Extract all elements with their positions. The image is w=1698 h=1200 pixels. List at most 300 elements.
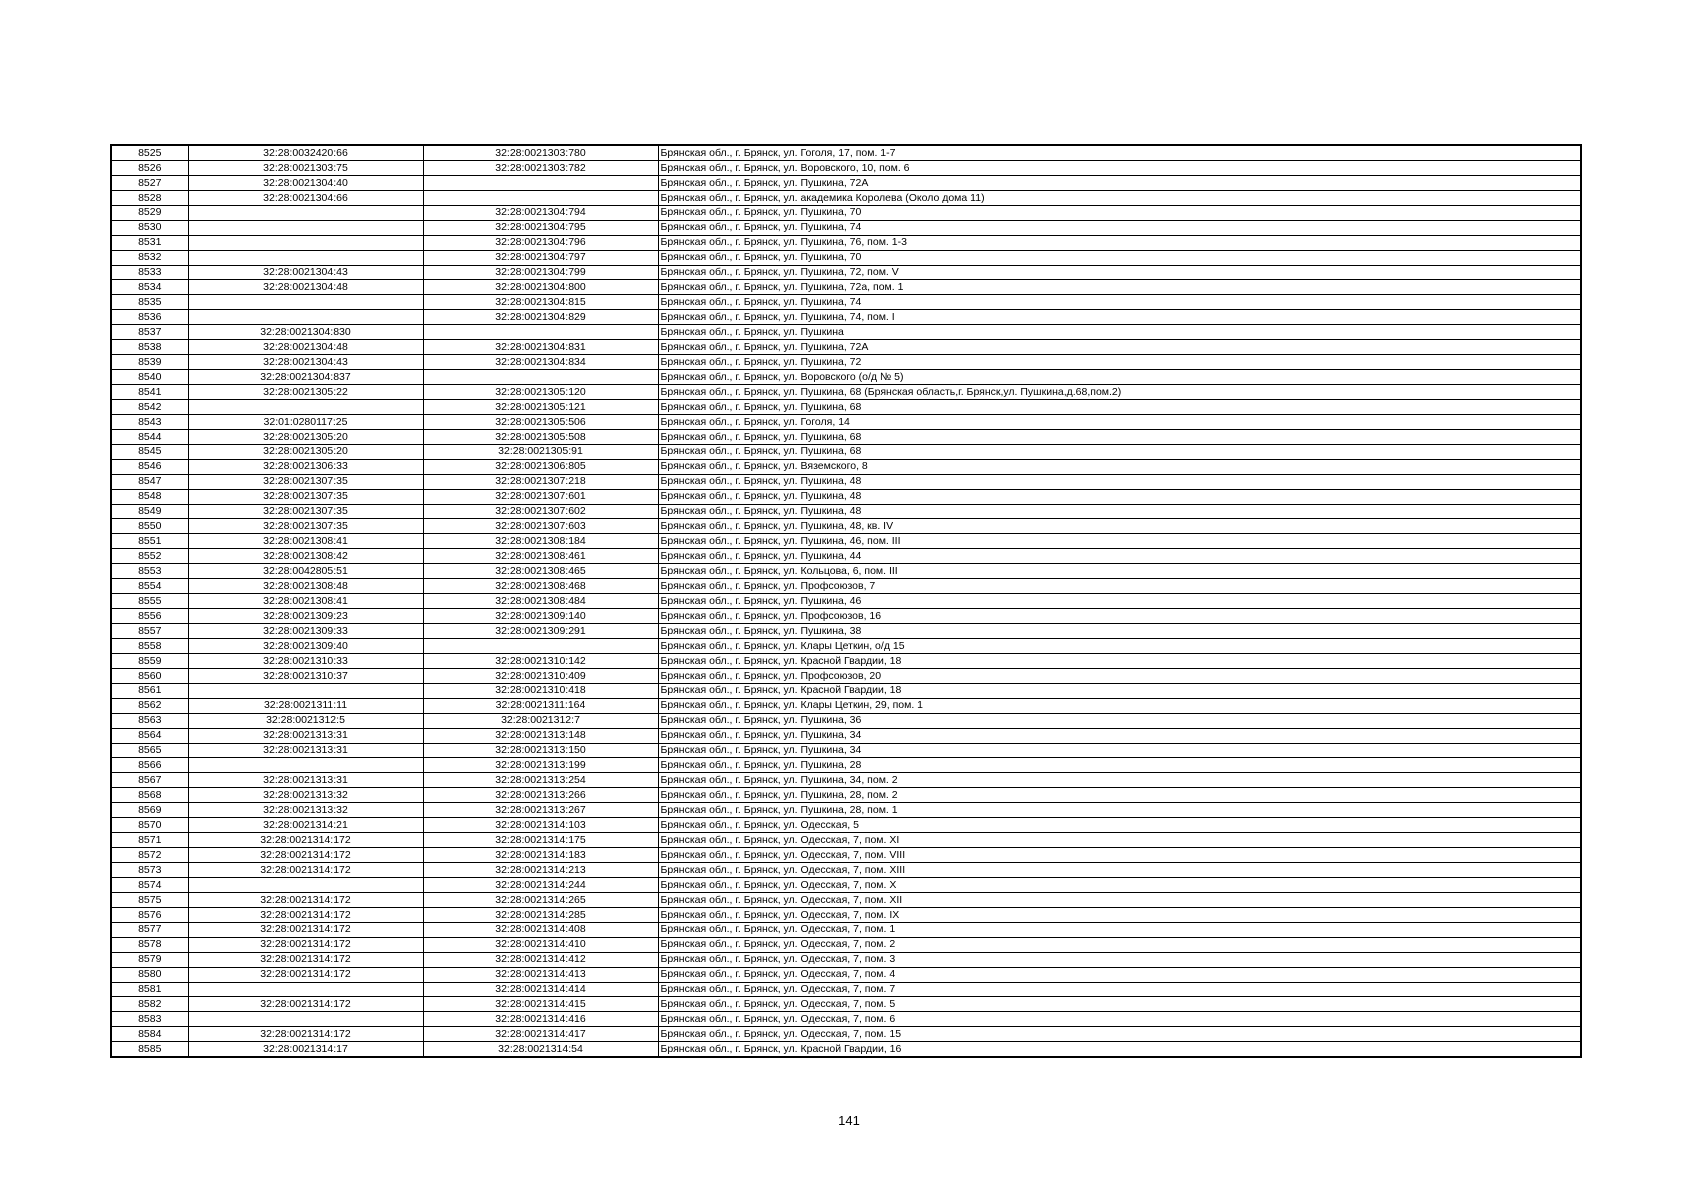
cadastral-number-object-cell: 32:28:0021314:54 bbox=[423, 1042, 658, 1057]
cadastral-number-object-cell: 32:28:0021308:465 bbox=[423, 564, 658, 579]
row-number-cell: 8555 bbox=[111, 594, 188, 609]
address-cell: Брянская обл., г. Брянск, ул. Клары Цеткин, 29, пом. 1 bbox=[658, 698, 1581, 713]
row-number-cell: 8579 bbox=[111, 952, 188, 967]
table-row bbox=[111, 773, 1581, 788]
row-number-cell: 8536 bbox=[111, 310, 188, 325]
cadastral-number-object-cell: 32:28:0021310:418 bbox=[423, 683, 658, 698]
table-row bbox=[111, 743, 1581, 758]
address-cell: Брянская обл., г. Брянск, ул. Одесская, 7, пом. 15 bbox=[658, 1027, 1581, 1042]
cadastral-number-object-cell: 32:28:0021307:601 bbox=[423, 489, 658, 504]
cadastral-number-parcel-cell: 32:28:0021311:11 bbox=[188, 698, 423, 713]
address-cell: Брянская обл., г. Брянск, ул. Одесская, 5 bbox=[658, 818, 1581, 833]
table-row bbox=[111, 175, 1581, 190]
row-number-cell: 8529 bbox=[111, 205, 188, 220]
cadastral-number-object-cell: 32:28:0021313:266 bbox=[423, 788, 658, 803]
address-cell: Брянская обл., г. Брянск, ул. Воровского (о/д № 5) bbox=[658, 370, 1581, 385]
table-row bbox=[111, 340, 1581, 355]
table-row bbox=[111, 997, 1581, 1012]
cadastral-number-parcel-cell: 32:28:0021307:35 bbox=[188, 474, 423, 489]
table-row bbox=[111, 907, 1581, 922]
address-cell: Брянская обл., г. Брянск, ул. Красной Гвардии, 18 bbox=[658, 653, 1581, 668]
row-number-cell: 8553 bbox=[111, 564, 188, 579]
address-cell: Брянская обл., г. Брянск, ул. Пушкина bbox=[658, 325, 1581, 340]
table-row bbox=[111, 624, 1581, 639]
cadastral-number-object-cell: 32:28:0021305:120 bbox=[423, 385, 658, 400]
cadastral-number-parcel-cell: 32:28:0021309:40 bbox=[188, 638, 423, 653]
table-row bbox=[111, 310, 1581, 325]
cadastral-number-object-cell: 32:28:0021304:797 bbox=[423, 250, 658, 265]
register-table-body bbox=[111, 145, 1581, 1057]
address-cell: Брянская обл., г. Брянск, ул. Одесская, 7, пом. VIII bbox=[658, 848, 1581, 863]
row-number-cell: 8581 bbox=[111, 982, 188, 997]
cadastral-number-parcel-cell: 32:28:0021309:23 bbox=[188, 609, 423, 624]
table-row bbox=[111, 952, 1581, 967]
cadastral-number-parcel-cell: 32:28:0021314:21 bbox=[188, 818, 423, 833]
cadastral-number-parcel-cell: 32:28:0021313:31 bbox=[188, 743, 423, 758]
cadastral-number-parcel-cell bbox=[188, 399, 423, 414]
cadastral-number-parcel-cell: 32:28:0021307:35 bbox=[188, 504, 423, 519]
row-number-cell: 8566 bbox=[111, 758, 188, 773]
address-cell: Брянская обл., г. Брянск, ул. академика Королева (Около дома 11) bbox=[658, 190, 1581, 205]
table-row bbox=[111, 728, 1581, 743]
address-cell: Брянская обл., г. Брянск, ул. Гоголя, 17, пом. 1-7 bbox=[658, 145, 1581, 160]
cadastral-number-object-cell: 32:28:0021303:782 bbox=[423, 160, 658, 175]
cadastral-number-object-cell: 32:28:0021313:150 bbox=[423, 743, 658, 758]
table-row bbox=[111, 160, 1581, 175]
row-number-cell: 8567 bbox=[111, 773, 188, 788]
address-cell: Брянская обл., г. Брянск, ул. Одесская, 7, пом. 4 bbox=[658, 967, 1581, 982]
cadastral-number-object-cell: 32:28:0021314:285 bbox=[423, 907, 658, 922]
cadastral-number-object-cell: 32:28:0021304:795 bbox=[423, 220, 658, 235]
cadastral-number-object-cell: 32:28:0021305:508 bbox=[423, 429, 658, 444]
cadastral-number-parcel-cell: 32:28:0021312:5 bbox=[188, 713, 423, 728]
cadastral-number-object-cell: 32:28:0021304:800 bbox=[423, 280, 658, 295]
table-row bbox=[111, 370, 1581, 385]
row-number-cell: 8538 bbox=[111, 340, 188, 355]
address-cell: Брянская обл., г. Брянск, ул. Одесская, 7, пом. XI bbox=[658, 833, 1581, 848]
row-number-cell: 8526 bbox=[111, 160, 188, 175]
cadastral-number-object-cell: 32:28:0021312:7 bbox=[423, 713, 658, 728]
cadastral-number-object-cell: 32:28:0021313:199 bbox=[423, 758, 658, 773]
row-number-cell: 8584 bbox=[111, 1027, 188, 1042]
row-number-cell: 8568 bbox=[111, 788, 188, 803]
cadastral-number-parcel-cell bbox=[188, 205, 423, 220]
address-cell: Брянская обл., г. Брянск, ул. Пушкина, 48 bbox=[658, 474, 1581, 489]
cadastral-number-parcel-cell: 32:28:0021304:43 bbox=[188, 355, 423, 370]
cadastral-number-parcel-cell: 32:28:0021303:75 bbox=[188, 160, 423, 175]
row-number-cell: 8535 bbox=[111, 295, 188, 310]
address-cell: Брянская обл., г. Брянск, ул. Профсоюзов, 7 bbox=[658, 579, 1581, 594]
cadastral-number-object-cell: 32:28:0021306:805 bbox=[423, 459, 658, 474]
cadastral-number-object-cell: 32:28:0021313:148 bbox=[423, 728, 658, 743]
cadastral-number-object-cell: 32:28:0021308:184 bbox=[423, 534, 658, 549]
table-row bbox=[111, 205, 1581, 220]
row-number-cell: 8552 bbox=[111, 549, 188, 564]
table-row bbox=[111, 414, 1581, 429]
row-number-cell: 8578 bbox=[111, 937, 188, 952]
table-row bbox=[111, 489, 1581, 504]
table-row bbox=[111, 803, 1581, 818]
address-cell: Брянская обл., г. Брянск, ул. Пушкина, 48 bbox=[658, 504, 1581, 519]
cadastral-number-parcel-cell bbox=[188, 250, 423, 265]
row-number-cell: 8541 bbox=[111, 385, 188, 400]
cadastral-number-parcel-cell: 32:28:0021306:33 bbox=[188, 459, 423, 474]
table-row bbox=[111, 1042, 1581, 1057]
table-row bbox=[111, 698, 1581, 713]
address-cell: Брянская обл., г. Брянск, ул. Гоголя, 14 bbox=[658, 414, 1581, 429]
cadastral-number-parcel-cell: 32:28:0021314:172 bbox=[188, 892, 423, 907]
row-number-cell: 8544 bbox=[111, 429, 188, 444]
row-number-cell: 8564 bbox=[111, 728, 188, 743]
cadastral-number-parcel-cell: 32:28:0021304:66 bbox=[188, 190, 423, 205]
table-row bbox=[111, 145, 1581, 160]
cadastral-number-object-cell: 32:28:0021308:468 bbox=[423, 579, 658, 594]
address-cell: Брянская обл., г. Брянск, ул. Клары Цеткин, о/д 15 bbox=[658, 638, 1581, 653]
address-cell: Брянская обл., г. Брянск, ул. Одесская, 7, пом. 2 bbox=[658, 937, 1581, 952]
address-cell: Брянская обл., г. Брянск, ул. Пушкина, 34, пом. 2 bbox=[658, 773, 1581, 788]
table-row bbox=[111, 399, 1581, 414]
cadastral-number-object-cell: 32:28:0021313:254 bbox=[423, 773, 658, 788]
row-number-cell: 8560 bbox=[111, 668, 188, 683]
row-number-cell: 8582 bbox=[111, 997, 188, 1012]
cadastral-number-object-cell: 32:28:0021310:409 bbox=[423, 668, 658, 683]
table-row bbox=[111, 504, 1581, 519]
cadastral-number-object-cell: 32:28:0021314:408 bbox=[423, 922, 658, 937]
row-number-cell: 8546 bbox=[111, 459, 188, 474]
cadastral-number-object-cell: 32:28:0021314:416 bbox=[423, 1012, 658, 1027]
address-cell: Брянская обл., г. Брянск, ул. Пушкина, 72а, пом. 1 bbox=[658, 280, 1581, 295]
row-number-cell: 8558 bbox=[111, 638, 188, 653]
address-cell: Брянская обл., г. Брянск, ул. Пушкина, 68 bbox=[658, 429, 1581, 444]
address-cell: Брянская обл., г. Брянск, ул. Пушкина, 76, пом. 1-3 bbox=[658, 235, 1581, 250]
cadastral-number-parcel-cell: 32:28:0021305:20 bbox=[188, 444, 423, 459]
address-cell: Брянская обл., г. Брянск, ул. Пушкина, 48 bbox=[658, 489, 1581, 504]
address-cell: Брянская обл., г. Брянск, ул. Пушкина, 74, пом. I bbox=[658, 310, 1581, 325]
row-number-cell: 8532 bbox=[111, 250, 188, 265]
row-number-cell: 8574 bbox=[111, 877, 188, 892]
cadastral-number-parcel-cell: 32:28:0042805:51 bbox=[188, 564, 423, 579]
cadastral-number-parcel-cell: 32:28:0021313:31 bbox=[188, 728, 423, 743]
address-cell: Брянская обл., г. Брянск, ул. Пушкина, 28, пом. 2 bbox=[658, 788, 1581, 803]
cadastral-number-parcel-cell: 32:28:0021305:22 bbox=[188, 385, 423, 400]
address-cell: Брянская обл., г. Брянск, ул. Пушкина, 34 bbox=[658, 743, 1581, 758]
table-row bbox=[111, 325, 1581, 340]
row-number-cell: 8583 bbox=[111, 1012, 188, 1027]
row-number-cell: 8530 bbox=[111, 220, 188, 235]
cadastral-number-parcel-cell: 32:28:0021304:40 bbox=[188, 175, 423, 190]
address-cell: Брянская обл., г. Брянск, ул. Пушкина, 68 bbox=[658, 399, 1581, 414]
cadastral-number-parcel-cell: 32:28:0021314:172 bbox=[188, 997, 423, 1012]
cadastral-number-parcel-cell bbox=[188, 758, 423, 773]
row-number-cell: 8561 bbox=[111, 683, 188, 698]
table-row bbox=[111, 758, 1581, 773]
table-row bbox=[111, 594, 1581, 609]
address-cell: Брянская обл., г. Брянск, ул. Кольцова, 6, пом. III bbox=[658, 564, 1581, 579]
table-row bbox=[111, 713, 1581, 728]
cadastral-number-object-cell bbox=[423, 175, 658, 190]
table-row bbox=[111, 355, 1581, 370]
address-cell: Брянская обл., г. Брянск, ул. Одесская, 7, пом. 1 bbox=[658, 922, 1581, 937]
cadastral-number-object-cell: 32:28:0021314:417 bbox=[423, 1027, 658, 1042]
address-cell: Брянская обл., г. Брянск, ул. Одесская, 7, пом. 3 bbox=[658, 952, 1581, 967]
register-table bbox=[110, 144, 1582, 1058]
cadastral-number-object-cell: 32:28:0021304:815 bbox=[423, 295, 658, 310]
address-cell: Брянская обл., г. Брянск, ул. Вяземского, 8 bbox=[658, 459, 1581, 474]
table-row bbox=[111, 295, 1581, 310]
address-cell: Брянская обл., г. Брянск, ул. Пушкина, 70 bbox=[658, 205, 1581, 220]
cadastral-number-object-cell: 32:28:0021314:410 bbox=[423, 937, 658, 952]
cadastral-number-object-cell: 32:28:0021313:267 bbox=[423, 803, 658, 818]
table-row bbox=[111, 385, 1581, 400]
cadastral-number-parcel-cell bbox=[188, 235, 423, 250]
cadastral-number-object-cell: 32:28:0021305:121 bbox=[423, 399, 658, 414]
address-cell: Брянская обл., г. Брянск, ул. Пушкина, 46 bbox=[658, 594, 1581, 609]
address-cell: Брянская обл., г. Брянск, ул. Пушкина, 36 bbox=[658, 713, 1581, 728]
cadastral-number-object-cell: 32:28:0021314:414 bbox=[423, 982, 658, 997]
address-cell: Брянская обл., г. Брянск, ул. Пушкина, 44 bbox=[658, 549, 1581, 564]
cadastral-number-parcel-cell: 32:28:0021309:33 bbox=[188, 624, 423, 639]
row-number-cell: 8569 bbox=[111, 803, 188, 818]
table-row bbox=[111, 250, 1581, 265]
table-row bbox=[111, 967, 1581, 982]
row-number-cell: 8572 bbox=[111, 848, 188, 863]
cadastral-number-parcel-cell: 32:28:0021308:41 bbox=[188, 594, 423, 609]
row-number-cell: 8557 bbox=[111, 624, 188, 639]
row-number-cell: 8556 bbox=[111, 609, 188, 624]
cadastral-number-object-cell: 32:28:0021314:175 bbox=[423, 833, 658, 848]
cadastral-number-parcel-cell: 32:28:0021314:172 bbox=[188, 922, 423, 937]
table-row bbox=[111, 922, 1581, 937]
table-row bbox=[111, 833, 1581, 848]
table-row bbox=[111, 1012, 1581, 1027]
table-row bbox=[111, 474, 1581, 489]
cadastral-number-parcel-cell bbox=[188, 310, 423, 325]
address-cell: Брянская обл., г. Брянск, ул. Пушкина, 72 bbox=[658, 355, 1581, 370]
cadastral-number-parcel-cell: 32:28:0021308:41 bbox=[188, 534, 423, 549]
row-number-cell: 8549 bbox=[111, 504, 188, 519]
row-number-cell: 8577 bbox=[111, 922, 188, 937]
row-number-cell: 8580 bbox=[111, 967, 188, 982]
row-number-cell: 8554 bbox=[111, 579, 188, 594]
cadastral-number-parcel-cell: 32:28:0021310:37 bbox=[188, 668, 423, 683]
address-cell: Брянская обл., г. Брянск, ул. Воровского, 10, пом. 6 bbox=[658, 160, 1581, 175]
row-number-cell: 8575 bbox=[111, 892, 188, 907]
table-row bbox=[111, 818, 1581, 833]
cadastral-number-object-cell: 32:28:0021304:834 bbox=[423, 355, 658, 370]
row-number-cell: 8537 bbox=[111, 325, 188, 340]
address-cell: Брянская обл., г. Брянск, ул. Пушкина, 28 bbox=[658, 758, 1581, 773]
row-number-cell: 8528 bbox=[111, 190, 188, 205]
cadastral-number-parcel-cell bbox=[188, 1012, 423, 1027]
row-number-cell: 8571 bbox=[111, 833, 188, 848]
cadastral-number-object-cell bbox=[423, 370, 658, 385]
cadastral-number-object-cell: 32:28:0021314:412 bbox=[423, 952, 658, 967]
cadastral-number-object-cell: 32:28:0021303:780 bbox=[423, 145, 658, 160]
table-row bbox=[111, 982, 1581, 997]
row-number-cell: 8547 bbox=[111, 474, 188, 489]
cadastral-number-object-cell: 32:28:0021309:291 bbox=[423, 624, 658, 639]
page-number: 141 bbox=[838, 1113, 860, 1128]
cadastral-number-object-cell: 32:28:0021314:244 bbox=[423, 877, 658, 892]
row-number-cell: 8545 bbox=[111, 444, 188, 459]
cadastral-number-parcel-cell: 32:28:0021307:35 bbox=[188, 489, 423, 504]
table-row bbox=[111, 220, 1581, 235]
cadastral-number-object-cell: 32:28:0021304:794 bbox=[423, 205, 658, 220]
row-number-cell: 8573 bbox=[111, 863, 188, 878]
table-row bbox=[111, 638, 1581, 653]
cadastral-number-object-cell: 32:28:0021307:602 bbox=[423, 504, 658, 519]
address-cell: Брянская обл., г. Брянск, ул. Профсоюзов, 20 bbox=[658, 668, 1581, 683]
table-row bbox=[111, 892, 1581, 907]
row-number-cell: 8550 bbox=[111, 519, 188, 534]
cadastral-number-object-cell: 32:28:0021304:799 bbox=[423, 265, 658, 280]
cadastral-number-object-cell: 32:28:0021309:140 bbox=[423, 609, 658, 624]
table-row bbox=[111, 564, 1581, 579]
cadastral-number-object-cell: 32:28:0021304:829 bbox=[423, 310, 658, 325]
address-cell: Брянская обл., г. Брянск, ул. Пушкина, 28, пом. 1 bbox=[658, 803, 1581, 818]
cadastral-number-object-cell bbox=[423, 325, 658, 340]
cadastral-number-parcel-cell bbox=[188, 683, 423, 698]
cadastral-number-parcel-cell: 32:28:0021304:48 bbox=[188, 280, 423, 295]
row-number-cell: 8585 bbox=[111, 1042, 188, 1057]
row-number-cell: 8534 bbox=[111, 280, 188, 295]
cadastral-number-object-cell bbox=[423, 190, 658, 205]
cadastral-number-parcel-cell: 32:01:0280117:25 bbox=[188, 414, 423, 429]
address-cell: Брянская обл., г. Брянск, ул. Одесская, 7, пом. XII bbox=[658, 892, 1581, 907]
address-cell: Брянская обл., г. Брянск, ул. Пушкина, 68 bbox=[658, 444, 1581, 459]
row-number-cell: 8551 bbox=[111, 534, 188, 549]
cadastral-number-object-cell: 32:28:0021305:91 bbox=[423, 444, 658, 459]
address-cell: Брянская обл., г. Брянск, ул. Профсоюзов, 16 bbox=[658, 609, 1581, 624]
cadastral-number-object-cell: 32:28:0021310:142 bbox=[423, 653, 658, 668]
row-number-cell: 8562 bbox=[111, 698, 188, 713]
address-cell: Брянская обл., г. Брянск, ул. Одесская, 7, пом. 6 bbox=[658, 1012, 1581, 1027]
table-row bbox=[111, 863, 1581, 878]
address-cell: Брянская обл., г. Брянск, ул. Пушкина, 72, пом. V bbox=[658, 265, 1581, 280]
table-row bbox=[111, 668, 1581, 683]
address-cell: Брянская обл., г. Брянск, ул. Пушкина, 46, пом. III bbox=[658, 534, 1581, 549]
address-cell: Брянская обл., г. Брянск, ул. Пушкина, 34 bbox=[658, 728, 1581, 743]
row-number-cell: 8540 bbox=[111, 370, 188, 385]
cadastral-number-parcel-cell: 32:28:0021314:172 bbox=[188, 833, 423, 848]
address-cell: Брянская обл., г. Брянск, ул. Пушкина, 48, кв. IV bbox=[658, 519, 1581, 534]
row-number-cell: 8548 bbox=[111, 489, 188, 504]
cadastral-number-object-cell: 32:28:0021314:415 bbox=[423, 997, 658, 1012]
address-cell: Брянская обл., г. Брянск, ул. Одесская, 7, пом. 7 bbox=[658, 982, 1581, 997]
row-number-cell: 8543 bbox=[111, 414, 188, 429]
cadastral-number-parcel-cell: 32:28:0021314:172 bbox=[188, 937, 423, 952]
cadastral-number-parcel-cell: 32:28:0021310:33 bbox=[188, 653, 423, 668]
table-row bbox=[111, 459, 1581, 474]
address-cell: Брянская обл., г. Брянск, ул. Одесская, 7, пом. IX bbox=[658, 907, 1581, 922]
cadastral-number-parcel-cell: 32:28:0021308:48 bbox=[188, 579, 423, 594]
table-row bbox=[111, 937, 1581, 952]
cadastral-number-parcel-cell: 32:28:0032420:66 bbox=[188, 145, 423, 160]
cadastral-number-parcel-cell bbox=[188, 220, 423, 235]
row-number-cell: 8525 bbox=[111, 145, 188, 160]
cadastral-number-parcel-cell: 32:28:0021314:172 bbox=[188, 1027, 423, 1042]
cadastral-number-parcel-cell bbox=[188, 295, 423, 310]
cadastral-number-object-cell: 32:28:0021314:103 bbox=[423, 818, 658, 833]
row-number-cell: 8576 bbox=[111, 907, 188, 922]
table-row bbox=[111, 265, 1581, 280]
cadastral-number-object-cell: 32:28:0021314:183 bbox=[423, 848, 658, 863]
table-row bbox=[111, 653, 1581, 668]
cadastral-number-object-cell: 32:28:0021314:265 bbox=[423, 892, 658, 907]
row-number-cell: 8565 bbox=[111, 743, 188, 758]
cadastral-number-object-cell: 32:28:0021314:413 bbox=[423, 967, 658, 982]
cadastral-number-object-cell bbox=[423, 638, 658, 653]
address-cell: Брянская обл., г. Брянск, ул. Одесская, 7, пом. XIII bbox=[658, 863, 1581, 878]
cadastral-number-parcel-cell: 32:28:0021313:32 bbox=[188, 803, 423, 818]
cadastral-number-parcel-cell: 32:28:0021304:837 bbox=[188, 370, 423, 385]
cadastral-number-parcel-cell: 32:28:0021314:17 bbox=[188, 1042, 423, 1057]
table-row bbox=[111, 190, 1581, 205]
row-number-cell: 8539 bbox=[111, 355, 188, 370]
cadastral-number-object-cell: 32:28:0021307:603 bbox=[423, 519, 658, 534]
row-number-cell: 8542 bbox=[111, 399, 188, 414]
cadastral-number-parcel-cell: 32:28:0021314:172 bbox=[188, 952, 423, 967]
row-number-cell: 8563 bbox=[111, 713, 188, 728]
table-row bbox=[111, 235, 1581, 250]
table-row bbox=[111, 788, 1581, 803]
cadastral-number-parcel-cell: 32:28:0021313:32 bbox=[188, 788, 423, 803]
cadastral-number-parcel-cell: 32:28:0021314:172 bbox=[188, 907, 423, 922]
cadastral-number-parcel-cell bbox=[188, 877, 423, 892]
cadastral-number-parcel-cell: 32:28:0021307:35 bbox=[188, 519, 423, 534]
cadastral-number-parcel-cell: 32:28:0021314:172 bbox=[188, 848, 423, 863]
address-cell: Брянская обл., г. Брянск, ул. Пушкина, 38 bbox=[658, 624, 1581, 639]
cadastral-number-object-cell: 32:28:0021308:484 bbox=[423, 594, 658, 609]
address-cell: Брянская обл., г. Брянск, ул. Пушкина, 72А bbox=[658, 175, 1581, 190]
row-number-cell: 8570 bbox=[111, 818, 188, 833]
address-cell: Брянская обл., г. Брянск, ул. Красной Гвардии, 16 bbox=[658, 1042, 1581, 1057]
cadastral-number-parcel-cell: 32:28:0021314:172 bbox=[188, 967, 423, 982]
cadastral-number-object-cell: 32:28:0021311:164 bbox=[423, 698, 658, 713]
address-cell: Брянская обл., г. Брянск, ул. Пушкина, 74 bbox=[658, 295, 1581, 310]
cadastral-number-object-cell: 32:28:0021314:213 bbox=[423, 863, 658, 878]
table-row bbox=[111, 519, 1581, 534]
cadastral-number-parcel-cell: 32:28:0021313:31 bbox=[188, 773, 423, 788]
address-cell: Брянская обл., г. Брянск, ул. Пушкина, 74 bbox=[658, 220, 1581, 235]
cadastral-number-object-cell: 32:28:0021307:218 bbox=[423, 474, 658, 489]
cadastral-number-parcel-cell: 32:28:0021304:830 bbox=[188, 325, 423, 340]
cadastral-number-object-cell: 32:28:0021304:831 bbox=[423, 340, 658, 355]
table-row bbox=[111, 549, 1581, 564]
address-cell: Брянская обл., г. Брянск, ул. Одесская, 7, пом. X bbox=[658, 877, 1581, 892]
row-number-cell: 8559 bbox=[111, 653, 188, 668]
cadastral-number-parcel-cell: 32:28:0021305:20 bbox=[188, 429, 423, 444]
address-cell: Брянская обл., г. Брянск, ул. Пушкина, 70 bbox=[658, 250, 1581, 265]
table-row bbox=[111, 444, 1581, 459]
cadastral-number-parcel-cell: 32:28:0021308:42 bbox=[188, 549, 423, 564]
table-row bbox=[111, 534, 1581, 549]
address-cell: Брянская обл., г. Брянск, ул. Одесская, 7, пом. 5 bbox=[658, 997, 1581, 1012]
table-row bbox=[111, 1027, 1581, 1042]
address-cell: Брянская обл., г. Брянск, ул. Пушкина, 68 (Брянская область,г. Брянск,ул. Пушкина,д.68,пом.2) bbox=[658, 385, 1581, 400]
cadastral-number-object-cell: 32:28:0021305:506 bbox=[423, 414, 658, 429]
row-number-cell: 8533 bbox=[111, 265, 188, 280]
table-row bbox=[111, 579, 1581, 594]
row-number-cell: 8531 bbox=[111, 235, 188, 250]
cadastral-number-object-cell: 32:28:0021308:461 bbox=[423, 549, 658, 564]
table-row bbox=[111, 609, 1581, 624]
cadastral-number-parcel-cell bbox=[188, 982, 423, 997]
row-number-cell: 8527 bbox=[111, 175, 188, 190]
address-cell: Брянская обл., г. Брянск, ул. Красной Гвардии, 18 bbox=[658, 683, 1581, 698]
cadastral-number-parcel-cell: 32:28:0021314:172 bbox=[188, 863, 423, 878]
table-row bbox=[111, 848, 1581, 863]
